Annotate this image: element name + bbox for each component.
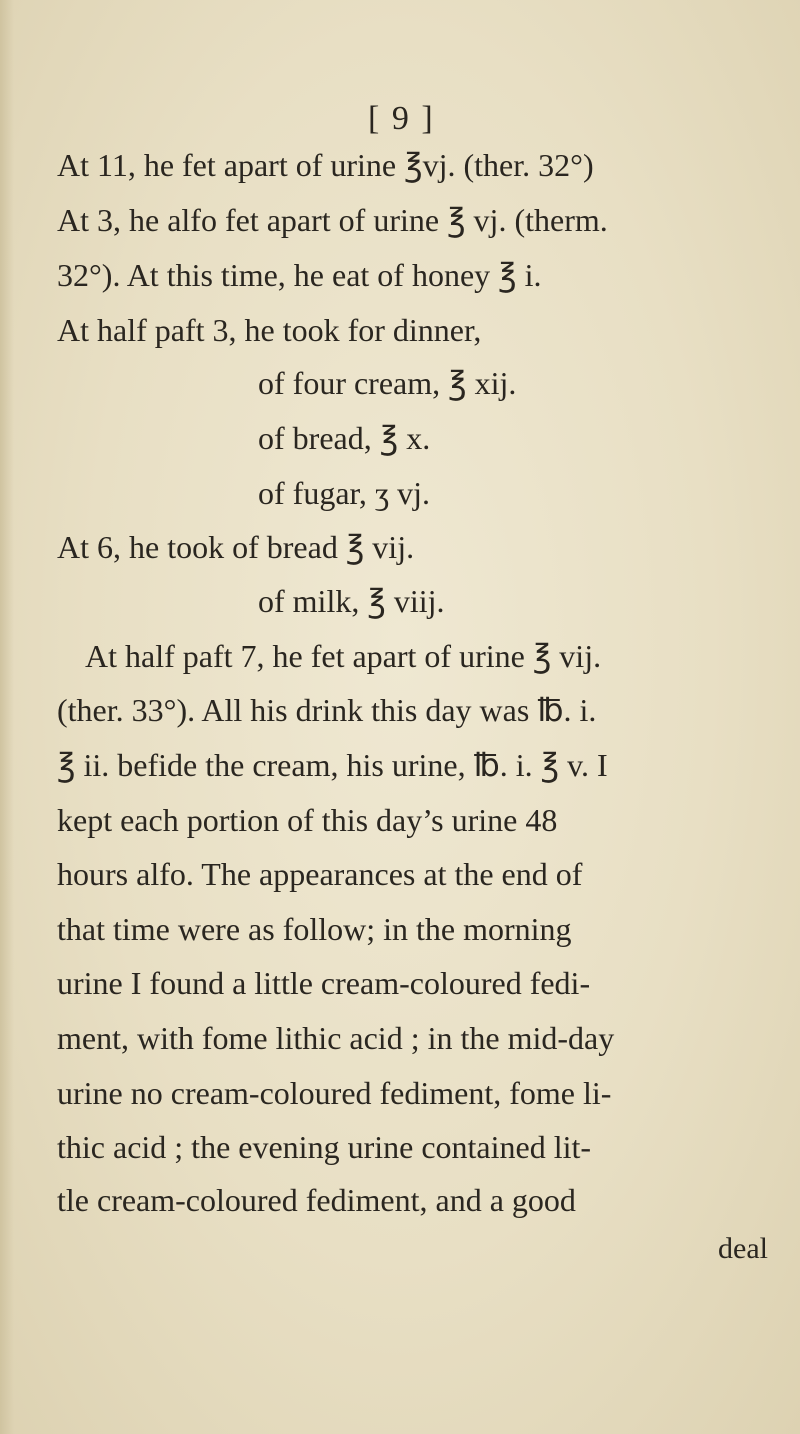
text-line: At 3, he alfo fet apart of urine ℥ vj. (therm. [57,202,608,238]
text-line: ment, with fome lithic acid ; in the mid-day [57,1020,615,1056]
page-edge-shadow [0,0,14,1434]
text-line: urine no cream-coloured fediment, fome li- [57,1075,612,1111]
text-line: At half paft 3, he took for dinner, [57,312,482,348]
text-line: (ther. 33°). All his drink this day was ℔. i. [57,692,597,728]
text-line: of fugar, ʒ vj. [258,475,430,511]
text-line: kept each portion of this day’s urine 48 [57,802,558,838]
text-line: urine I found a little cream-coloured fedi- [57,965,591,1001]
text-line: of bread, ℥ x. [258,420,431,456]
text-line: of milk, ℥ viij. [258,583,445,619]
text-line: At 6, he took of bread ℥ vij. [57,529,415,565]
page-number: [ 9 ] [368,100,435,137]
text-line: hours alfo. The appearances at the end of [57,856,583,892]
text-line: of four cream, ℥ xij. [258,365,517,401]
text-line: tle cream-coloured fediment, and a good [57,1182,576,1218]
text-line: thic acid ; the evening urine contained lit- [57,1129,592,1165]
text-line: At 11, he fet apart of urine ℥vj. (ther. 32°) [57,147,594,183]
text-line: ℥ ii. befide the cream, his urine, ℔. i. ℥ v. I [57,747,608,783]
text-line: that time were as follow; in the morning [57,911,572,947]
text-line: 32°). At this time, he eat of honey ℥ i. [57,257,542,293]
text-line: At half paft 7, he fet apart of urine ℥ vij. [85,638,602,674]
catchword: deal [718,1232,768,1265]
